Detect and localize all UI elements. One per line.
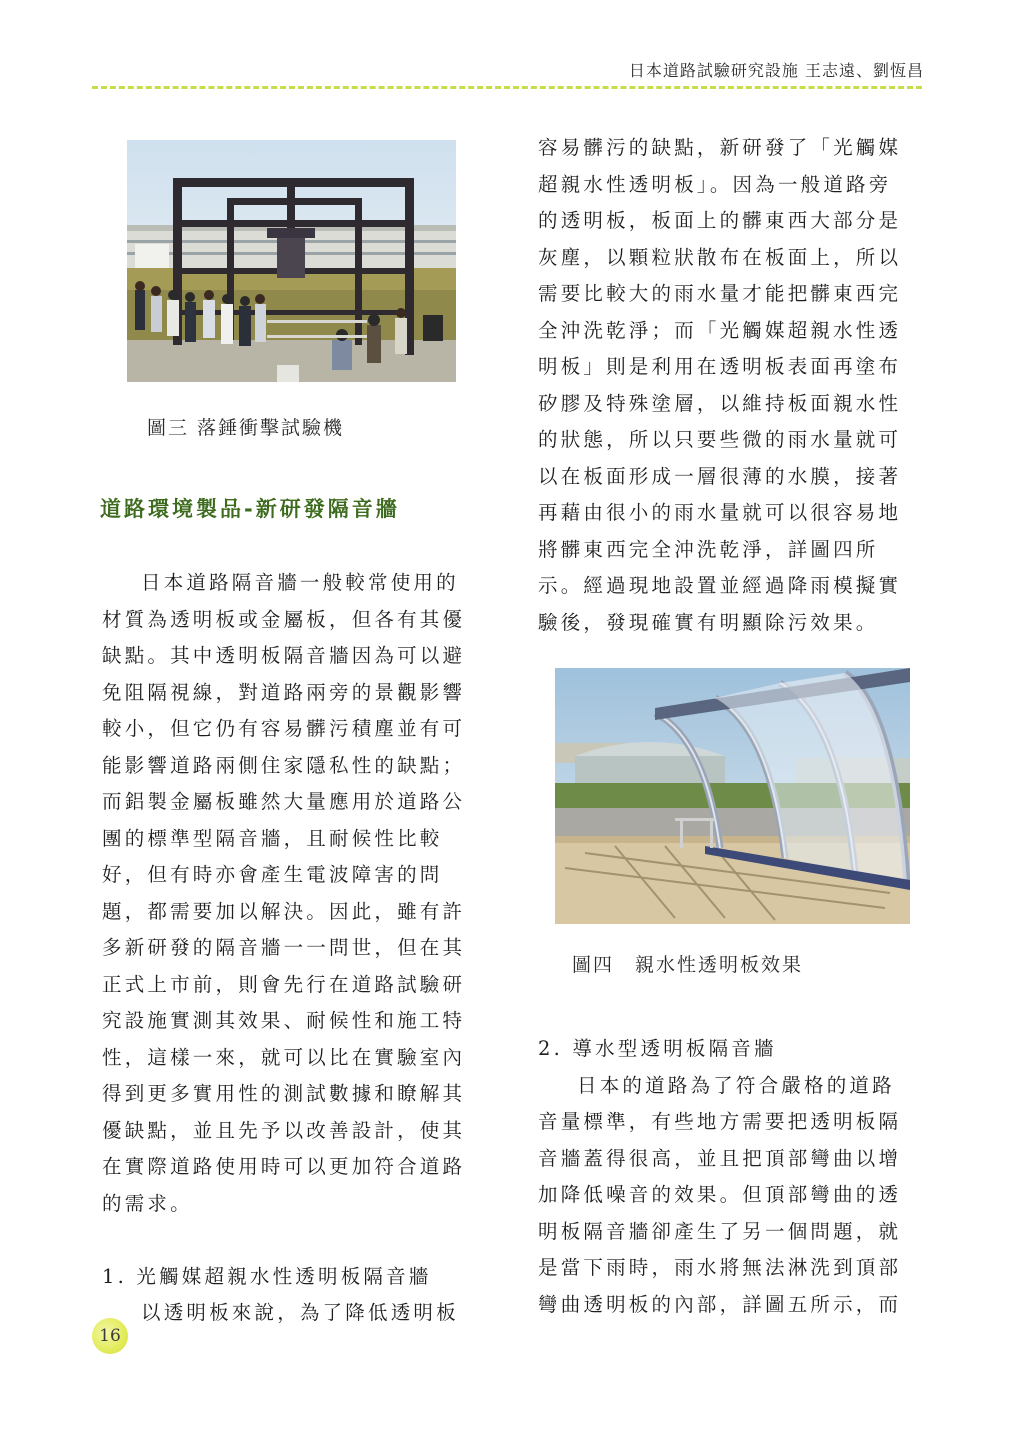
header-divider — [92, 86, 922, 89]
item-1-text: 以透明板來說，為了降低透明板 — [141, 1301, 459, 1324]
left-column — [102, 565, 478, 1332]
left-paragraph-1: 日本道路隔音牆一般較常使用的材質為透明板或金屬板，但各有其優缺點。其中透明板隔音牆因為可以避免阻隔視線，對道路兩旁的景觀影響較小，但它仍有容易髒污積塵並有可能影響道路兩側住家隱私性的缺點；而鋁製金屬板雖然大量應用於道路公團的標準型隔音牆，且耐候性比較好，但有時亦會產生電波障害的問題，都需要加以解決。因此，雖有許多新研發的隔音牆一一問世，但在其正式上市前，則會先行在道路試驗研究設施實測其效果、耐候性和施工特性，這樣一來，就可以比在實驗室內得到更多實用性的測試數據和瞭解其優缺點，並且先予以改善設計，使其在實際道路使用時可以更加符合道路的需求。 — [102, 571, 466, 1215]
figure-4-photo — [555, 668, 910, 924]
right-column — [538, 130, 914, 641]
figure-3-photo — [127, 140, 456, 382]
running-header: 日本道路試驗研究設施 王志遠、劉恆昌 — [628, 61, 924, 80]
paragraph-gap — [102, 1222, 478, 1259]
page-number-badge: 16 — [92, 1318, 128, 1354]
item-2-title: 2. 導水型透明板隔音牆 — [538, 1037, 777, 1060]
figure-4-caption: 圖四 親水性透明板效果 — [572, 954, 804, 976]
figure-3-caption: 圖三 落錘衝擊試驗機 — [147, 417, 345, 439]
item-2-text: 日本的道路為了符合嚴格的道路音量標準，有些地方需要把透明板隔音牆蓋得很高，並且把頂部彎曲以增加降低噪音的效果。但頂部彎曲的透明板隔音牆卻產生了另一個問題，就是當下雨時，雨水將無法淋洗到頂部彎曲透明板的內部，詳圖五所示，而 — [538, 1073, 902, 1316]
right-paragraph-1: 容易髒污的缺點，新研發了「光觸媒超親水性透明板」。因為一般道路旁的透明板，板面上的髒東西大部分是灰塵，以顆粒狀散布在板面上，所以需要比較大的雨水量才能把髒東西完全沖洗乾淨；而「光觸媒超親水性透明板」則是利用在透明板表面再塗布矽膠及特殊塗層，以維持板面親水性的狀態，所以只要些微的雨水量就可以在板面形成一層很薄的水膜，接著再藉由很小的雨水量就可以很容易地將髒東西完全沖洗乾淨，詳圖四所示。經過現地設置並經過降雨模擬實驗後，發現確實有明顯除污效果。 — [538, 136, 902, 634]
section-heading: 道路環境製品-新研發隔音牆 — [100, 497, 400, 521]
right-column-lower — [538, 1031, 914, 1323]
item-1-title: 1. 光觸媒超親水性透明板隔音牆 — [102, 1264, 432, 1288]
